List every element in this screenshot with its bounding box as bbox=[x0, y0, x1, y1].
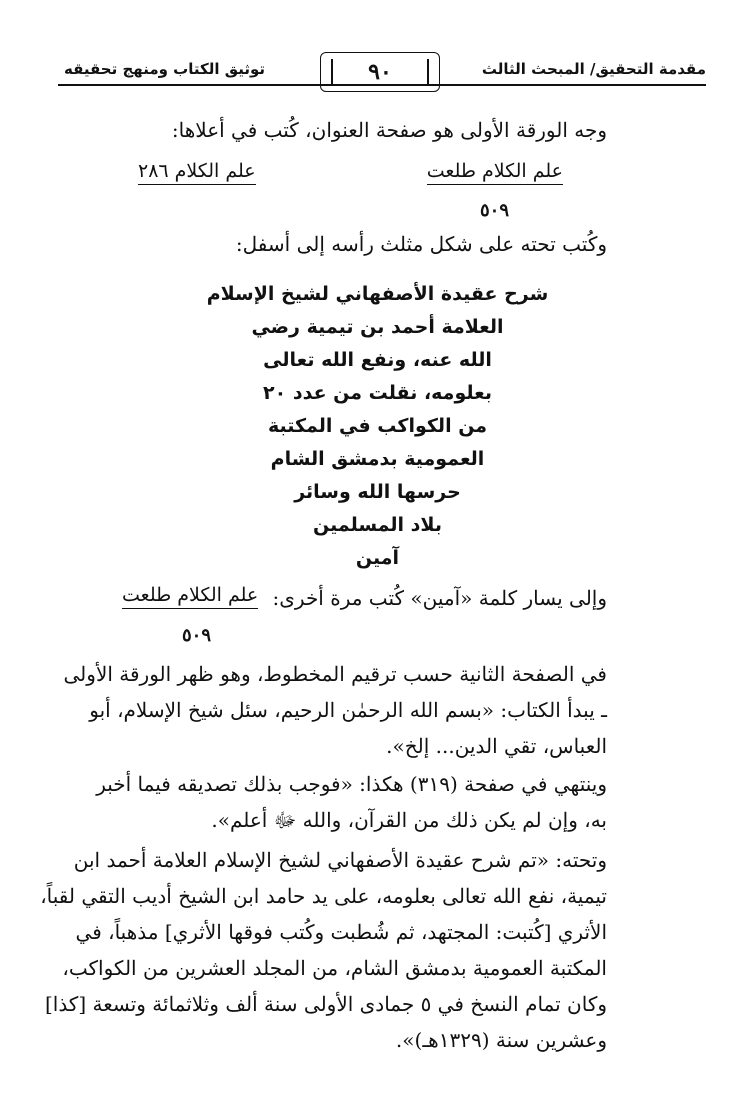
paragraph-line: ـ يبدأ الكتاب: «بسم الله الرحمٰن الرحيم، سئل شيخ الإسلام، أبو bbox=[89, 698, 607, 722]
page-number: ٩٠ bbox=[320, 52, 440, 92]
paragraph-line: وينتهي في صفحة (٣١٩) هكذا: «فوجب بذلك تصديقه فيما أخبر bbox=[96, 772, 607, 796]
intro-line: وجه الورقة الأولى هو صفحة العنوان، كُتب في أعلاها: bbox=[171, 118, 607, 142]
triangle-line: العمومية بدمشق الشام bbox=[270, 448, 485, 470]
triangle-line: العلامة أحمد بن تيمية رضي bbox=[251, 316, 504, 338]
paragraph-line: المكتبة العمومية بدمشق الشام، من المجلد العشرين من الكواكب، bbox=[62, 956, 607, 980]
page-header bbox=[58, 52, 706, 100]
paragraph-line: وكان تمام النسخ في ٥ جمادى الأولى سنة ألف وثلاثمائة وتسعة [كذا] bbox=[44, 992, 607, 1016]
amen-label: علم الكلام طلعت bbox=[122, 584, 258, 609]
paragraph-line: به، وإن لم يكن ذلك من القرآن، والله ﷻ أعلم». bbox=[211, 808, 607, 832]
header-divider bbox=[58, 84, 706, 86]
triangle-line: من الكواكب في المكتبة bbox=[267, 415, 488, 437]
paragraph-line: وعشرين سنة (١٣٢٩هـ)». bbox=[395, 1028, 607, 1052]
paragraph-line: العباس، تقي الدين... إلخ». bbox=[386, 734, 607, 758]
triangle-intro: وكُتب تحته على شكل مثلث رأسه إلى أسفل: bbox=[235, 232, 607, 256]
triangle-line: شرح عقيدة الأصفهاني لشيخ الإسلام bbox=[206, 283, 549, 305]
paragraph-line: وتحته: «تم شرح عقيدة الأصفهاني لشيخ الإسلام العلامة أحمد ابن bbox=[73, 848, 607, 872]
label-top-right: علم الكلام طلعت bbox=[427, 160, 563, 185]
triangle-line: بلاد المسلمين bbox=[313, 514, 442, 536]
triangle-line: حرسها الله وسائر bbox=[294, 481, 461, 503]
amen-number: ٥٠٩ bbox=[182, 625, 212, 646]
amen-line: وإلى يسار كلمة «آمين» كُتب مرة أخرى: bbox=[272, 586, 607, 610]
paragraph-line: الأثري [كُتبت: المجتهد، ثم شُطبت وكُتب فوقها الأثري] مذهباً، في bbox=[75, 920, 607, 944]
triangle-line: بعلومه، نقلت من عدد ٢٠ bbox=[263, 382, 492, 404]
header-section-title: مقدمة التحقيق/ المبحث الثالث bbox=[481, 60, 706, 78]
label-top-number: ٥٠٩ bbox=[480, 200, 510, 221]
header-chapter-title: توثيق الكتاب ومنهج تحقيقه bbox=[64, 60, 266, 78]
paragraph-line: في الصفحة الثانية حسب ترقيم المخطوط، وهو ظهر الورقة الأولى bbox=[63, 662, 607, 686]
triangle-line: الله عنه، ونفع الله تعالى bbox=[263, 349, 492, 371]
label-top-left: علم الكلام ٢٨٦ bbox=[138, 160, 256, 185]
triangle-line: آمين bbox=[355, 547, 400, 569]
paragraph-line: تيمية، نفع الله تعالى بعلومه، على يد حامد ابن الشيخ أديب التقي لقباً، bbox=[40, 884, 607, 908]
